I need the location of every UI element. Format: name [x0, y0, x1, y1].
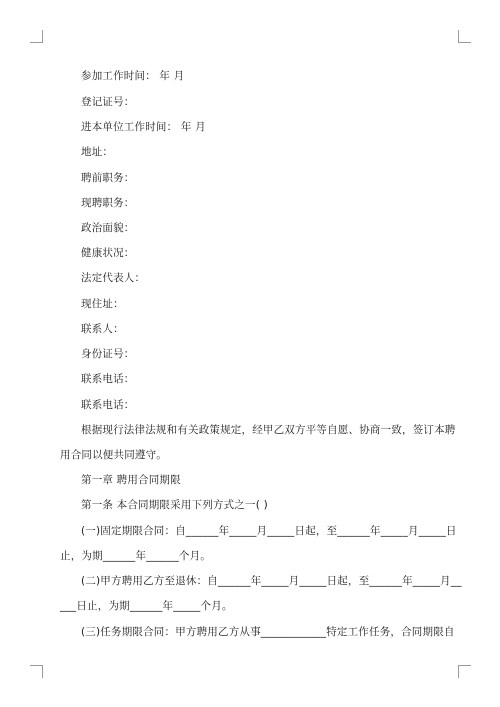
- field-contact-person: 联系人：: [81, 323, 124, 335]
- paragraph-intro-line-1: 根据现行法律法规和有关政策规定，经甲乙双方平等自愿、协商一致，签订本聘: [81, 424, 456, 436]
- field-phone-2: 联系电话：: [81, 399, 135, 411]
- option-retire-line-1: (二)甲方聘用乙方至退休：自______年_____月_____日起，至______年_____月__: [81, 575, 462, 587]
- crop-mark-top-right: [458, 30, 471, 43]
- crop-mark-top-left: [30, 30, 43, 43]
- chapter-heading: 第一章 聘用合同期限: [81, 474, 181, 486]
- crop-mark-bottom-left: [30, 665, 43, 678]
- field-political-status: 政治面貌：: [81, 222, 135, 234]
- field-registration-no: 登记证号：: [81, 96, 135, 108]
- field-current-position: 现聘职务：: [81, 197, 135, 209]
- crop-mark-bottom-right: [458, 665, 471, 678]
- field-residence: 现住址：: [81, 298, 124, 310]
- option-fixed-term-line-2: 止，为期______年______个月。: [60, 550, 211, 562]
- field-work-start-date: 参加工作时间： 年 月: [81, 70, 185, 82]
- option-fixed-term-line-1: (一)固定期限合同：自______年_____月_____日起，至______年_____月_____日: [81, 525, 457, 537]
- paragraph-intro-line-2: 用合同以便共同遵守。: [60, 449, 167, 461]
- field-id-number: 身份证号：: [81, 348, 135, 360]
- option-task-term-line-1: (三)任务期限合同：甲方聘用乙方从事____________特定工作任务，合同期限自: [81, 626, 455, 638]
- field-unit-join-date: 进本单位工作时间： 年 月: [81, 121, 206, 133]
- field-health-status: 健康状况：: [81, 247, 135, 259]
- field-phone-1: 联系电话：: [81, 373, 135, 385]
- article-1-text: 第一条 本合同期限采用下列方式之一( ): [81, 499, 268, 511]
- option-retire-line-2: ___日止，为期______年_____个月。: [60, 600, 233, 612]
- field-address: 地址：: [81, 146, 114, 158]
- field-legal-rep: 法定代表人：: [81, 272, 146, 284]
- field-prior-position: 聘前职务：: [81, 172, 135, 184]
